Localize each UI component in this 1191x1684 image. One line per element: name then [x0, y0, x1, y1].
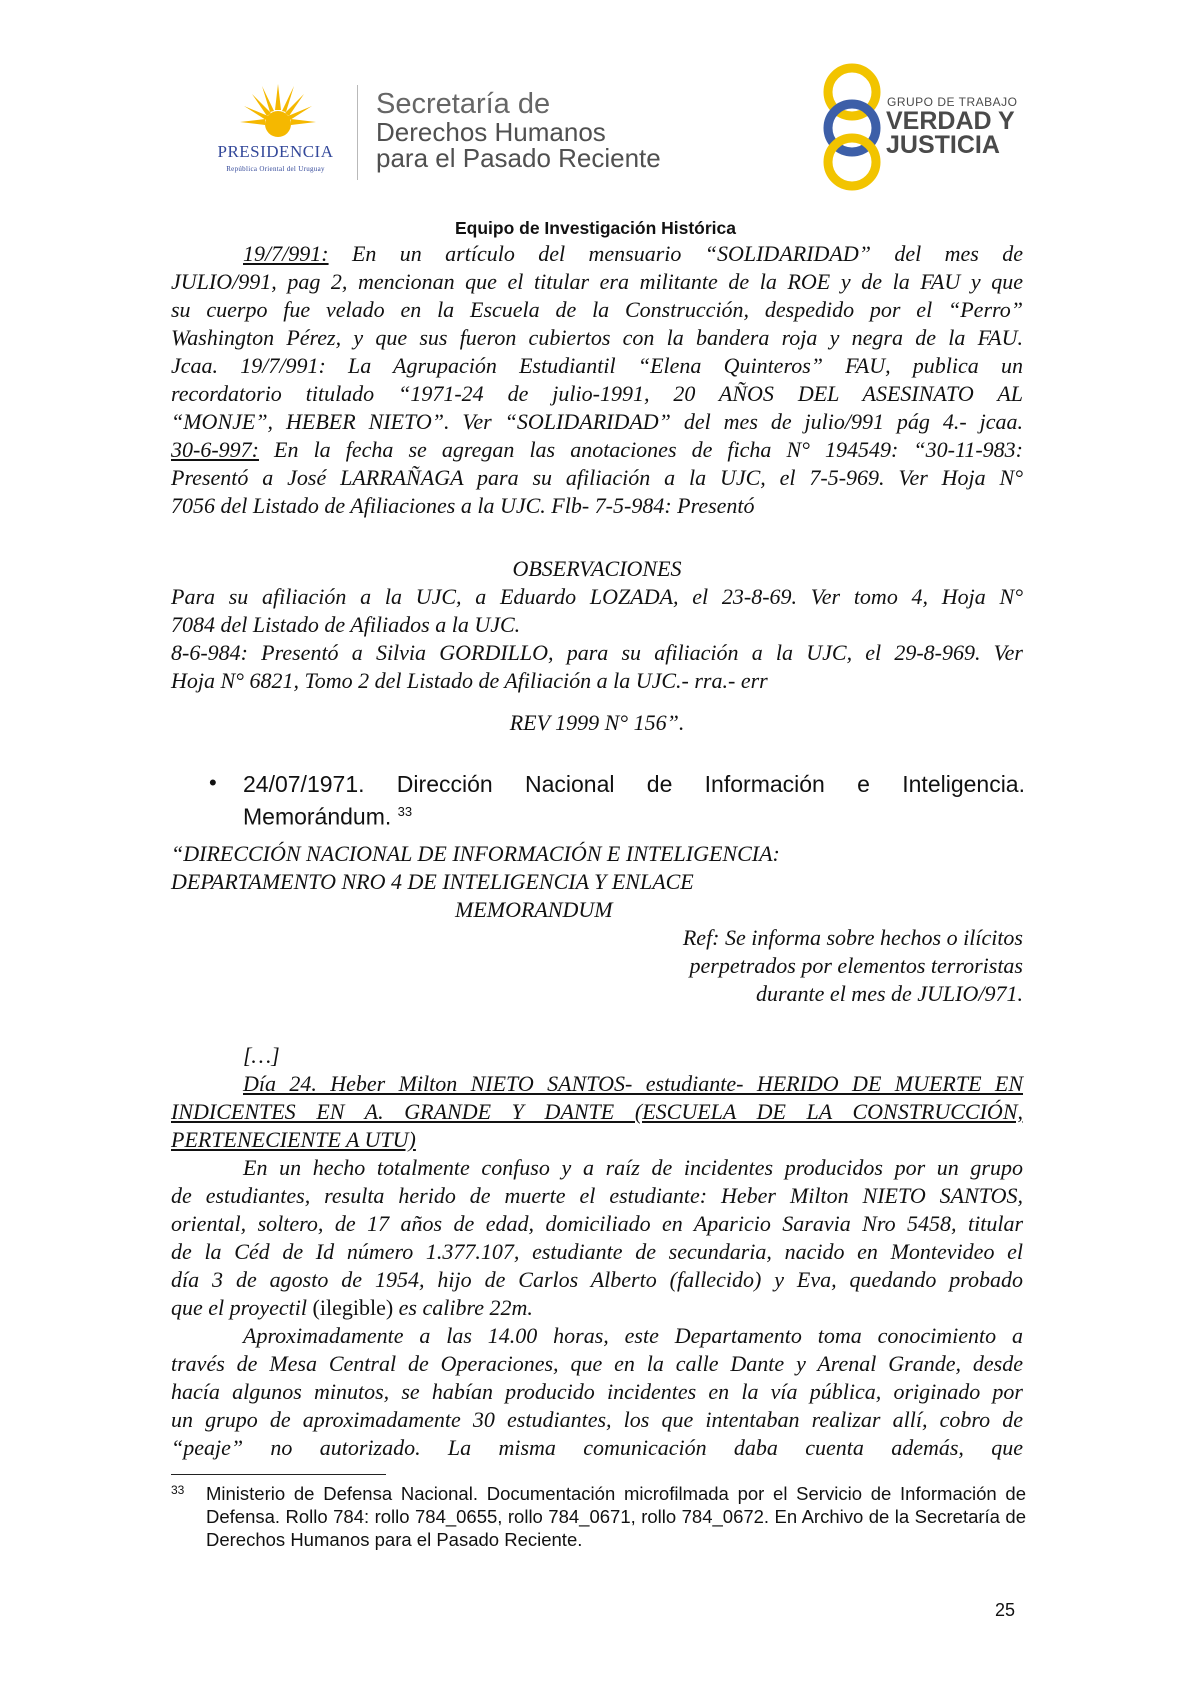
- bullet-text: [243, 770, 1025, 831]
- text-line: Día 24. Heber Milton NIETO SANTOS- estudiante- HERIDO DE MUERTE EN: [243, 1071, 1023, 1096]
- memo-heading: [171, 840, 1023, 924]
- text-line: PERTENECIENTE A UTU): [171, 1127, 416, 1152]
- text-line: Presentó a José LARRAÑAGA para su afiliación a la UJC, el 7-5-969. Ver Hoja N°: [171, 465, 1023, 490]
- text-line: 24/07/1971. Dirección Nacional de Información e Inteligencia.: [243, 771, 1025, 797]
- ellipsis: […]: [243, 1043, 280, 1068]
- text-line: Aproximadamente a las 14.00 horas, este Departamento toma conocimiento a: [243, 1323, 1023, 1348]
- secretaria-line-1: Secretaría de: [376, 88, 551, 120]
- text-line: 7084 del Listado de Afiliados a la UJC.: [171, 612, 521, 637]
- text-line: de estudiantes, resulta herido de muerte el estudiante: Heber Milton NIETO SANTOS,: [171, 1183, 1023, 1208]
- page-header: [0, 0, 1191, 215]
- memo-heading-line-2: DEPARTAMENTO NRO 4 DE INTELIGENCIA Y ENLACE: [171, 869, 694, 894]
- bullet-icon: •: [209, 770, 217, 795]
- text-line: INDICENTES EN A. GRANDE Y DANTE (ESCUELA DE LA CONSTRUCCIÓN,: [171, 1099, 1023, 1124]
- memo-heading-line-3: MEMORANDUM: [455, 897, 613, 922]
- text-line: hacía algunos minutos, se habían producido incidentes en la vía pública, originado por: [171, 1379, 1023, 1404]
- verdad-justicia-logo: [812, 62, 1032, 192]
- text-line: recordatorio titulado “1971-24 de julio-1991, 20 AÑOS DEL ASESINATO AL: [171, 381, 1023, 406]
- text-line: “peaje” no autorizado. La misma comunicación daba cuenta además, que: [171, 1435, 1023, 1460]
- footnote-number: 33: [171, 1483, 185, 1497]
- text-line: 7056 del Listado de Afiliaciones a la UJC. Flb- 7-5-984: Presentó: [171, 493, 755, 518]
- secretaria-line-2: Derechos Humanos: [376, 117, 606, 147]
- presidencia-subtitle: República Oriental del Uruguay: [226, 165, 325, 173]
- ref-line: perpetrados por elementos terroristas: [689, 953, 1023, 978]
- text-line: su cuerpo fue velado en la Escuela de la Construcción, despedido por el “Perro”: [171, 297, 1023, 322]
- rings-logo-icon: [812, 62, 892, 192]
- text-line: 8-6-984: Presentó a Silvia GORDILLO, para su afiliación a la UJC, el 29-8-969. Ver: [171, 640, 1023, 665]
- observaciones-body: [171, 583, 1023, 695]
- text-line: En un hecho totalmente confuso y a raíz de incidentes producidos por un grupo: [243, 1155, 1023, 1180]
- team-title: Equipo de Investigación Histórica: [454, 218, 737, 238]
- memo-body: [171, 1042, 1023, 1462]
- secretaria-logo-text: [376, 89, 661, 171]
- justicia-label: JUSTICIA: [886, 131, 1000, 159]
- secretaria-line-3: para el Pasado Reciente: [376, 143, 661, 173]
- ref-line: durante el mes de JULIO/971.: [755, 981, 1023, 1006]
- date-label: 30-6-997:: [171, 437, 259, 462]
- illegible-note: (ilegible): [312, 1295, 394, 1320]
- text-line: 30-6-997: En la fecha se agregan las anotaciones de ficha N° 194549: “30-11-983:: [171, 437, 1023, 462]
- grupo-de-trabajo-label: GRUPO DE TRABAJO: [887, 95, 1018, 109]
- text-line: Hoja N° 6821, Tomo 2 del Listado de Afiliación a la UJC.- rra.- err: [171, 668, 768, 693]
- text-line: través de Mesa Central de Operaciones, que en la calle Dante y Arenal Grande, desde: [171, 1351, 1023, 1376]
- presidencia-name: PRESIDENCIA: [217, 142, 334, 161]
- page-number: 25: [995, 1600, 1016, 1620]
- text-line: Washington Pérez, y que sus fueron cubiertos con la bandera roja y negra de la FAU.: [171, 325, 1023, 350]
- observaciones-title: OBSERVACIONES: [512, 556, 682, 581]
- text-line: día 3 de agosto de 1954, hijo de Carlos Alberto (fallecido) y Eva, quedando probado: [171, 1267, 1023, 1292]
- footnote-text: Ministerio de Defensa Nacional. Documentación microfilmada por el Servicio de Información de Defensa. Rollo 784: rollo 784_0655, rollo 784_0671, rollo 784_0672. En Archivo de la Secretaría de Derechos Humanos para el Pasado Reciente.: [206, 1483, 1026, 1550]
- text-line: un grupo de aproximadamente 30 estudiantes, los que intentaban realizar allí, cobro de: [171, 1407, 1023, 1432]
- memo-reference: [560, 924, 1023, 1008]
- footnote-divider: [171, 1474, 386, 1475]
- verdad-justicia-label: [886, 109, 1015, 157]
- header-divider: [357, 85, 358, 180]
- text-line: Para su afiliación a la UJC, a Eduardo LOZADA, el 23-8-69. Ver tomo 4, Hoja N°: [171, 584, 1023, 609]
- paragraph-solidaridad: [171, 240, 1023, 520]
- text-line: Jcaa. 19/7/991: La Agrupación Estudiantil “Elena Quinteros” FAU, publica un: [171, 353, 1023, 378]
- text-line: oriental, soltero, de 17 años de edad, domiciliado en Aparicio Saravia Nro 5458, titular: [171, 1211, 1023, 1236]
- text-line: de la Céd de Id número 1.377.107, estudiante de secundaria, nacido en Montevideo el: [171, 1239, 1023, 1264]
- presidencia-logo: [198, 82, 353, 182]
- verdad-label: VERDAD Y: [886, 107, 1015, 135]
- text-line: 19/7/991: En un artículo del mensuario “SOLIDARIDAD” del mes de: [243, 241, 1023, 266]
- text-line: Memorándum. $^{33}$: [243, 803, 413, 830]
- text-line: JULIO/991, pag 2, mencionan que el titular era militante de la ROE y de la FAU y que: [171, 269, 1023, 294]
- footnote-ref[interactable]: 33: [397, 804, 413, 819]
- text-line: que el proyectil (ilegible) es calibre 22m.: [171, 1295, 533, 1320]
- memo-heading-line-1: “DIRECCIÓN NACIONAL DE INFORMACIÓN E INTELIGENCIA:: [171, 841, 780, 866]
- date-label: 19/7/991:: [243, 241, 329, 266]
- text-line: “MONJE”, HEBER NIETO”. Ver “SOLIDARIDAD” del mes de julio/991 pág 4.- jcaa.: [171, 409, 1023, 434]
- ref-line: Ref: Se informa sobre hechos o ilícitos: [682, 925, 1023, 950]
- rev-line: REV 1999 N° 156”.: [509, 710, 685, 735]
